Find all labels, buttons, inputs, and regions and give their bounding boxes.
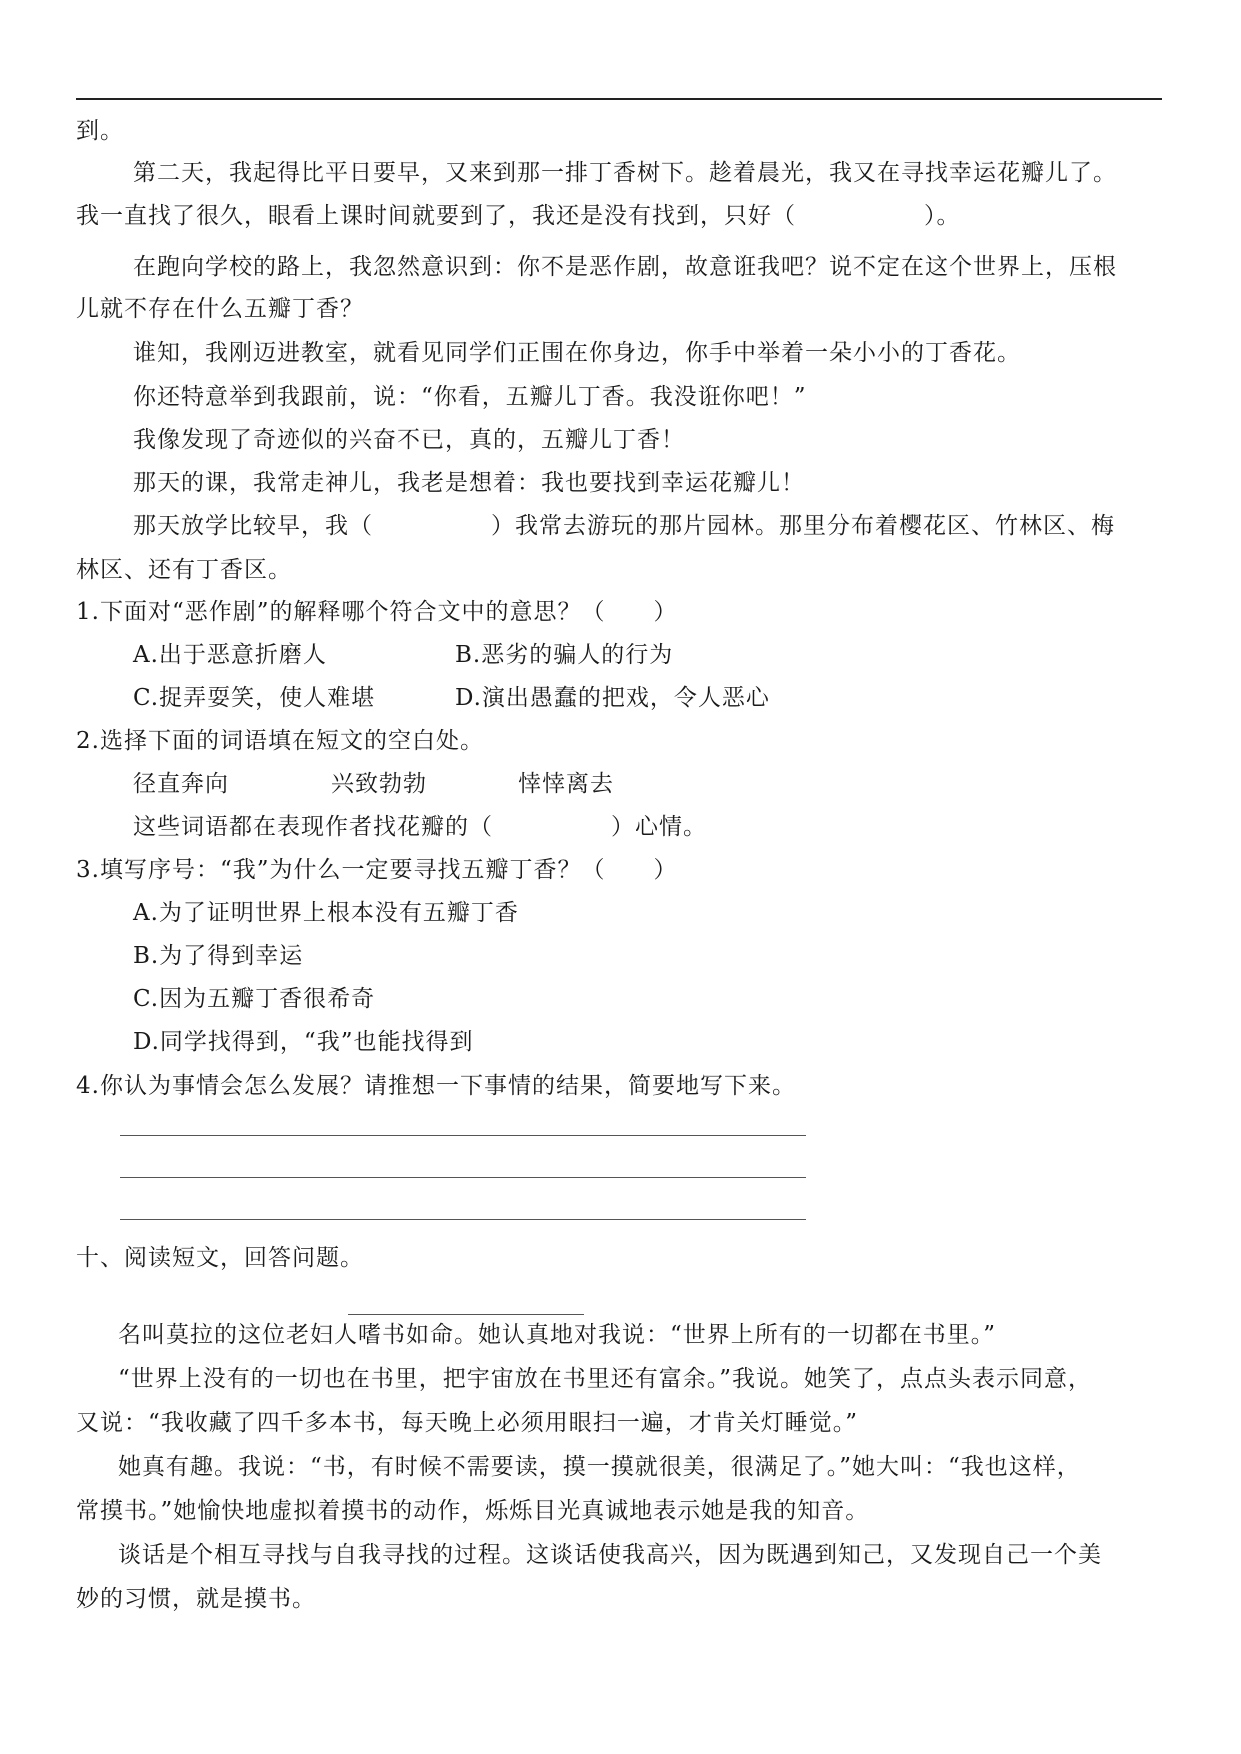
option-d[interactable]: D.演出愚蠢的把戏，令人恶心 (455, 685, 770, 711)
passage-line: 妙的习惯，就是摸书。 (76, 1586, 316, 1612)
option-a[interactable]: A.出于恶意折磨人 (133, 642, 327, 668)
passage-line: 第二天，我起得比平日要早，又来到那一排丁香树下。趁着晨光，我又在寻找幸运花瓣儿了。 (133, 160, 1117, 186)
question-3-stem: 3.填写序号：“我”为什么一定要寻找五瓣丁香？（ ） (76, 857, 678, 883)
option-b[interactable]: B.为了得到幸运 (133, 943, 304, 969)
question-1-options-row (133, 683, 1033, 713)
word-bank (133, 769, 1033, 799)
passage-line-with-blank (76, 201, 961, 231)
question-2-sentence (133, 812, 707, 842)
passage-line: 她真有趣。我说：“书，有时候不需要读，摸一摸就很美，很满足了。”她大叫：“我也这样， (118, 1454, 1081, 1480)
word-option[interactable]: 兴致勃勃 (331, 771, 427, 797)
passage-line: 到。 (76, 118, 124, 144)
passage-line: 谁知，我刚迈进教室，就看见同学们正围在你身边，你手中举着一朵小小的丁香花。 (133, 340, 1021, 366)
passage-line: 在跑向学校的路上，我忽然意识到：你不是恶作剧，故意诳我吧？说不定在这个世界上，压根 (133, 254, 1117, 280)
section-heading: 十、阅读短文，回答问题。 (76, 1245, 364, 1271)
answer-line[interactable] (120, 1177, 806, 1178)
passage-line: 我像发现了奇迹似的兴奋不已，真的，五瓣儿丁香！ (133, 427, 685, 453)
passage-line: 谈话是个相互寻找与自我寻找的过程。这谈话使我高兴，因为既遇到知己，又发现自己一个美 (118, 1542, 1102, 1568)
passage-line: 儿就不存在什么五瓣丁香？ (76, 296, 364, 322)
option-c[interactable]: C.捉弄耍笑，使人难堪 (133, 685, 376, 711)
passage-text: ）。 (924, 203, 961, 229)
question-1-stem: 1.下面对“恶作剧”的解释哪个符合文中的意思？（ ） (76, 599, 678, 625)
passage-line: 常摸书。”她愉快地虚拟着摸书的动作，烁烁目光真诚地表示她是我的知音。 (76, 1498, 870, 1524)
question-4-stem: 4.你认为事情会怎么发展？请推想一下事情的结果，简要地写下来。 (76, 1073, 796, 1099)
question-1-options-row (133, 640, 1033, 670)
title-blank-line[interactable] (348, 1314, 584, 1315)
option-a[interactable]: A.为了证明世界上根本没有五瓣丁香 (133, 900, 519, 926)
passage-line: 名叫莫拉的这位老妇人嗜书如命。她认真地对我说：“世界上所有的一切都在书里。” (118, 1322, 997, 1348)
option-c[interactable]: C.因为五瓣丁香很希奇 (133, 986, 376, 1012)
passage-line-with-blank (133, 511, 1115, 541)
passage-line: “世界上没有的一切也在书里，把宇宙放在书里还有富余。”我说。她笑了，点点头表示同意， (118, 1366, 1093, 1392)
answer-line[interactable] (120, 1219, 806, 1220)
passage-line: 你还特意举到我跟前，说：“你看，五瓣儿丁香。我没诳你吧！” (133, 384, 807, 410)
passage-text: ）我常去游玩的那片园林。那里分布着樱花区、竹林区、梅 (491, 513, 1115, 539)
passage-line: 林区、还有丁香区。 (76, 557, 292, 583)
question-2-stem: 2.选择下面的词语填在短文的空白处。 (76, 728, 484, 754)
word-option[interactable]: 径直奔向 (133, 771, 229, 797)
passage-text: 我一直找了很久，眼看上课时间就要到了，我还是没有找到，只好（ (76, 203, 796, 229)
answer-line[interactable] (120, 1135, 806, 1136)
option-d[interactable]: D.同学找得到，“我”也能找得到 (133, 1029, 474, 1055)
passage-line: 那天的课，我常走神儿，我老是想着：我也要找到幸运花瓣儿！ (133, 470, 805, 496)
passage-text: 那天放学比较早，我（ (133, 513, 373, 539)
top-rule (76, 98, 1162, 100)
sentence-text: ）心情。 (611, 814, 707, 840)
sentence-text: 这些词语都在表现作者找花瓣的（ (133, 814, 493, 840)
word-option[interactable]: 悻悻离去 (518, 771, 614, 797)
option-b[interactable]: B.恶劣的骗人的行为 (455, 642, 674, 668)
passage-line: 又说：“我收藏了四千多本书，每天晚上必须用眼扫一遍，才肯关灯睡觉。” (76, 1410, 859, 1436)
